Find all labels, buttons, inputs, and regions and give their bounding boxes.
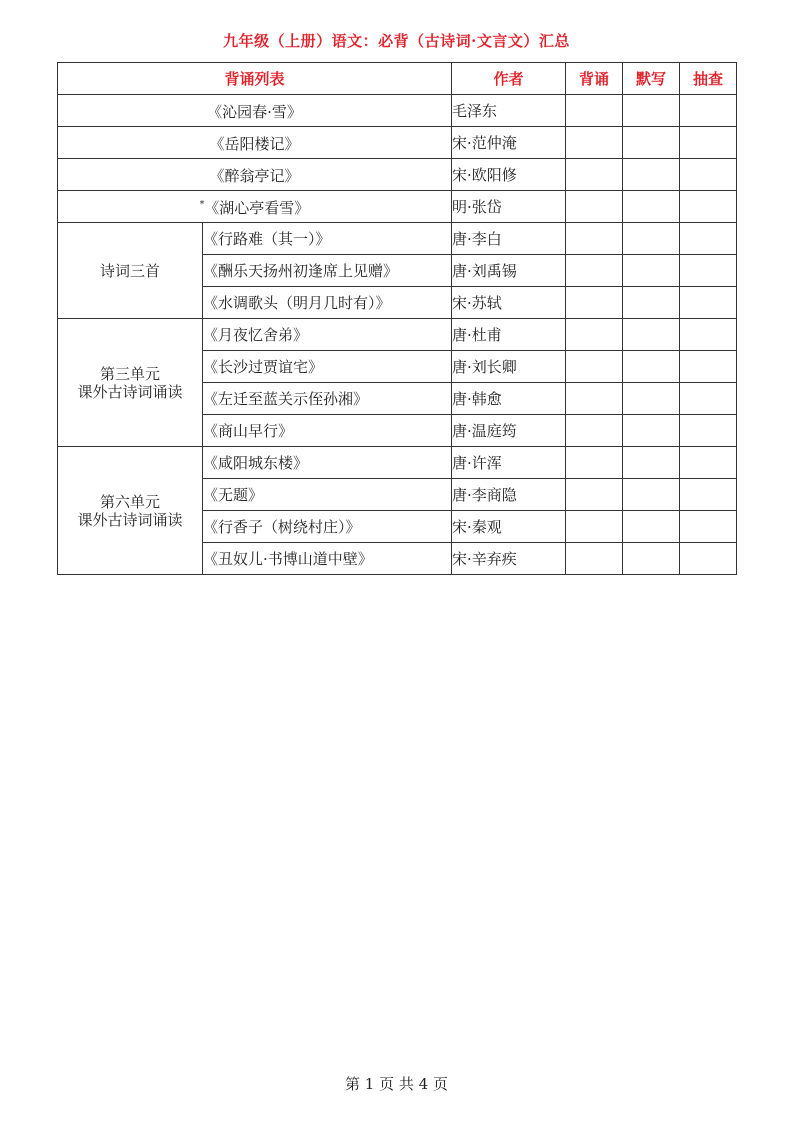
- recite-check-cell[interactable]: [566, 319, 623, 351]
- recite-check-cell[interactable]: [566, 543, 623, 575]
- poem-title: 《水调歌头（明月几时有）》: [203, 287, 452, 319]
- group-label: 诗词三首: [58, 223, 203, 319]
- dictate-check-cell[interactable]: [623, 287, 680, 319]
- dictate-check-cell[interactable]: [623, 479, 680, 511]
- spot-check-cell[interactable]: [680, 95, 737, 127]
- poem-author: 唐·杜甫: [452, 319, 566, 351]
- poem-title: 《行香子（树绕村庄）》: [203, 511, 452, 543]
- dictate-check-cell[interactable]: [623, 319, 680, 351]
- spot-check-cell[interactable]: [680, 511, 737, 543]
- recite-check-cell[interactable]: [566, 127, 623, 159]
- poem-title: 《丑奴儿·书博山道中壁》: [203, 543, 452, 575]
- poem-author: 唐·温庭筠: [452, 415, 566, 447]
- recite-check-cell[interactable]: [566, 383, 623, 415]
- poem-title: 《商山早行》: [203, 415, 452, 447]
- poem-title: 《月夜忆舍弟》: [203, 319, 452, 351]
- recite-check-cell[interactable]: [566, 447, 623, 479]
- poem-author: 唐·许浑: [452, 447, 566, 479]
- poem-author: 唐·韩愈: [452, 383, 566, 415]
- recite-check-cell[interactable]: [566, 191, 623, 223]
- poem-title: 《行路难（其一）》: [203, 223, 452, 255]
- recite-check-cell[interactable]: [566, 351, 623, 383]
- poem-author: 宋·秦观: [452, 511, 566, 543]
- recite-check-cell[interactable]: [566, 287, 623, 319]
- recitation-table: [57, 62, 737, 575]
- recite-check-cell[interactable]: [566, 95, 623, 127]
- poem-title: 《无题》: [203, 479, 452, 511]
- header-spot-check: 抽查: [680, 63, 737, 95]
- spot-check-cell[interactable]: [680, 319, 737, 351]
- spot-check-cell[interactable]: [680, 447, 737, 479]
- spot-check-cell[interactable]: [680, 159, 737, 191]
- dictate-check-cell[interactable]: [623, 223, 680, 255]
- spot-check-cell[interactable]: [680, 543, 737, 575]
- star-mark: *: [199, 200, 205, 210]
- poem-title: 《酬乐天扬州初逢席上见赠》: [203, 255, 452, 287]
- spot-check-cell[interactable]: [680, 255, 737, 287]
- table-row: [58, 95, 737, 127]
- dictate-check-cell[interactable]: [623, 415, 680, 447]
- dictate-check-cell[interactable]: [623, 255, 680, 287]
- recite-check-cell[interactable]: [566, 223, 623, 255]
- poem-title: 《长沙过贾谊宅》: [203, 351, 452, 383]
- spot-check-cell[interactable]: [680, 223, 737, 255]
- spot-check-cell[interactable]: [680, 127, 737, 159]
- table-row: [58, 319, 737, 351]
- table-row: [58, 127, 737, 159]
- header-dictate: 默写: [623, 63, 680, 95]
- page-number-footer: 第 1 页 共 4 页: [345, 1075, 448, 1093]
- dictate-check-cell[interactable]: [623, 447, 680, 479]
- poem-title: 《咸阳城东楼》: [203, 447, 452, 479]
- poem-author: 唐·刘长卿: [452, 351, 566, 383]
- recite-check-cell[interactable]: [566, 415, 623, 447]
- poem-author: 宋·苏轼: [452, 287, 566, 319]
- table-row: [58, 191, 737, 223]
- recite-check-cell[interactable]: [566, 255, 623, 287]
- spot-check-cell[interactable]: [680, 351, 737, 383]
- spot-check-cell[interactable]: [680, 287, 737, 319]
- table-row: [58, 159, 737, 191]
- table-row: [58, 223, 737, 255]
- dictate-check-cell[interactable]: [623, 95, 680, 127]
- poem-title: 《左迁至蓝关示侄孙湘》: [203, 383, 452, 415]
- table-row: [58, 447, 737, 479]
- dictate-check-cell[interactable]: [623, 383, 680, 415]
- poem-title: 《醉翁亭记》: [58, 159, 452, 191]
- recite-check-cell[interactable]: [566, 479, 623, 511]
- header-author: 作者: [452, 63, 566, 95]
- poem-author: 唐·李白: [452, 223, 566, 255]
- poem-author: 唐·刘禹锡: [452, 255, 566, 287]
- dictate-check-cell[interactable]: [623, 127, 680, 159]
- spot-check-cell[interactable]: [680, 191, 737, 223]
- dictate-check-cell[interactable]: [623, 351, 680, 383]
- poem-author: 宋·辛弃疾: [452, 543, 566, 575]
- poem-author: 宋·范仲淹: [452, 127, 566, 159]
- dictate-check-cell[interactable]: [623, 159, 680, 191]
- poem-author: 明·张岱: [452, 191, 566, 223]
- header-recite: 背诵: [566, 63, 623, 95]
- group-label: 第六单元 课外古诗词诵读: [58, 447, 203, 575]
- recite-check-cell[interactable]: [566, 511, 623, 543]
- spot-check-cell[interactable]: [680, 383, 737, 415]
- group-label: 第三单元 课外古诗词诵读: [58, 319, 203, 447]
- poem-author: 毛泽东: [452, 95, 566, 127]
- poem-title: 《岳阳楼记》: [58, 127, 452, 159]
- recite-check-cell[interactable]: [566, 159, 623, 191]
- poem-author: 唐·李商隐: [452, 479, 566, 511]
- dictate-check-cell[interactable]: [623, 511, 680, 543]
- dictate-check-cell[interactable]: [623, 191, 680, 223]
- header-row: [58, 63, 737, 95]
- header-list: 背诵列表: [58, 63, 452, 95]
- spot-check-cell[interactable]: [680, 479, 737, 511]
- poem-title: *《湖心亭看雪》: [58, 191, 452, 223]
- dictate-check-cell[interactable]: [623, 543, 680, 575]
- poem-author: 宋·欧阳修: [452, 159, 566, 191]
- poem-title: 《沁园春·雪》: [58, 95, 452, 127]
- spot-check-cell[interactable]: [680, 415, 737, 447]
- page-title: 九年级（上册）语文：必背（古诗词·文言文）汇总: [223, 32, 570, 50]
